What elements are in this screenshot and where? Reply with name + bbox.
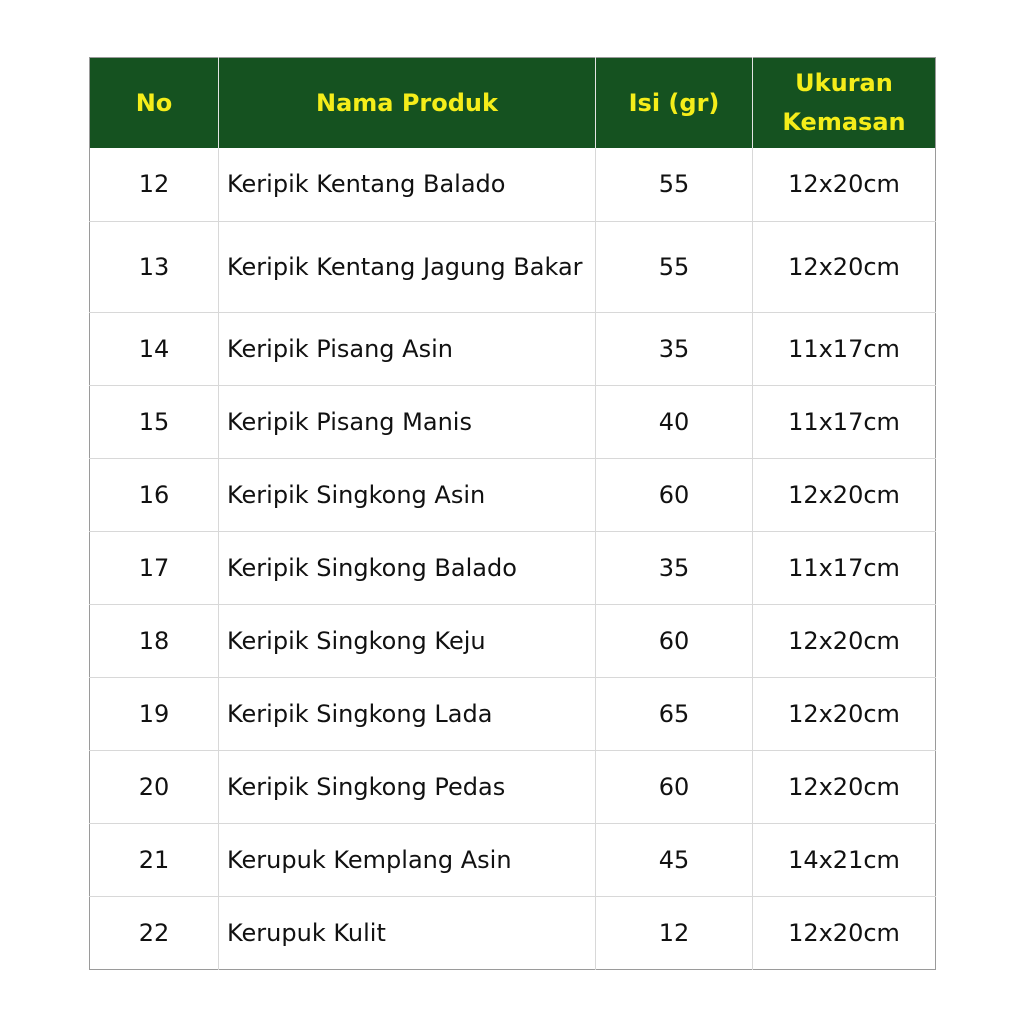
- cell-package-size: 12x20cm: [753, 221, 936, 312]
- cell-product-name: Keripik Kentang Jagung Bakar: [219, 221, 596, 312]
- cell-product-name: Keripik Singkong Balado: [219, 531, 596, 604]
- cell-weight: 60: [596, 750, 753, 823]
- cell-no: 14: [90, 312, 219, 385]
- cell-product-name: Keripik Kentang Balado: [219, 148, 596, 221]
- header-weight: Isi (gr): [596, 58, 753, 149]
- cell-no: 12: [138, 170, 170, 199]
- cell-no: 15: [90, 385, 219, 458]
- cell-no: 17: [90, 531, 219, 604]
- cell-package-size: 11x17cm: [753, 312, 936, 385]
- cell-no: 21: [90, 823, 219, 896]
- cell-weight: 65: [596, 677, 753, 750]
- cell-product-name: Keripik Singkong Keju: [219, 604, 596, 677]
- header-no: No: [90, 58, 219, 149]
- product-table: [89, 57, 936, 970]
- table-row: [90, 677, 936, 750]
- cell-package-size: 12x20cm: [753, 750, 936, 823]
- cell-no: 20: [90, 750, 219, 823]
- cell-weight: 12: [596, 896, 753, 969]
- header-product-name: Nama Produk: [219, 58, 596, 149]
- cell-product-name: Keripik Pisang Manis: [219, 385, 596, 458]
- header-package-size: Ukuran Kemasan: [753, 58, 936, 149]
- cell-product-name: Keripik Singkong Pedas: [219, 750, 596, 823]
- table-row: [90, 896, 936, 969]
- cell-weight: 55: [596, 221, 753, 312]
- cell-package-size: 12x20cm: [753, 677, 936, 750]
- cell-no: 18: [90, 604, 219, 677]
- cell-product-name: Keripik Singkong Lada: [219, 677, 596, 750]
- cell-product-name: Keripik Singkong Asin: [219, 458, 596, 531]
- header-row: [90, 58, 936, 149]
- table-row: [90, 531, 936, 604]
- cell-product-name: Kerupuk Kulit: [219, 896, 596, 969]
- cell-weight: 35: [596, 312, 753, 385]
- cell-product-name: Kerupuk Kemplang Asin: [219, 823, 596, 896]
- cell-no: 16: [90, 458, 219, 531]
- cell-package-size: 12x20cm: [753, 148, 936, 221]
- cell-package-size: 11x17cm: [753, 531, 936, 604]
- table-row: [90, 458, 936, 531]
- cell-package-size: 14x21cm: [753, 823, 936, 896]
- cell-package-size: 12x20cm: [753, 458, 936, 531]
- cell-package-size: 12x20cm: [753, 604, 936, 677]
- cell-weight: 40: [596, 385, 753, 458]
- table-body: [90, 148, 936, 969]
- cell-weight: 60: [596, 458, 753, 531]
- cell-weight: 60: [596, 604, 753, 677]
- cell-product-name: Keripik Pisang Asin: [219, 312, 596, 385]
- cell-no: 13: [90, 221, 219, 312]
- cell-weight: 55: [596, 148, 753, 221]
- table-row: [90, 148, 936, 221]
- cell-package-size: 12x20cm: [753, 896, 936, 969]
- table-row: [90, 385, 936, 458]
- cell-weight: 35: [596, 531, 753, 604]
- table-header: [90, 58, 936, 149]
- cell-no: 22: [90, 896, 219, 969]
- table-row: [90, 221, 936, 312]
- table-row: [90, 604, 936, 677]
- table-row: [90, 750, 936, 823]
- cell-weight: 45: [596, 823, 753, 896]
- cell-no: 19: [90, 677, 219, 750]
- table-row: [90, 823, 936, 896]
- cell-package-size: 11x17cm: [753, 385, 936, 458]
- table-row: [90, 312, 936, 385]
